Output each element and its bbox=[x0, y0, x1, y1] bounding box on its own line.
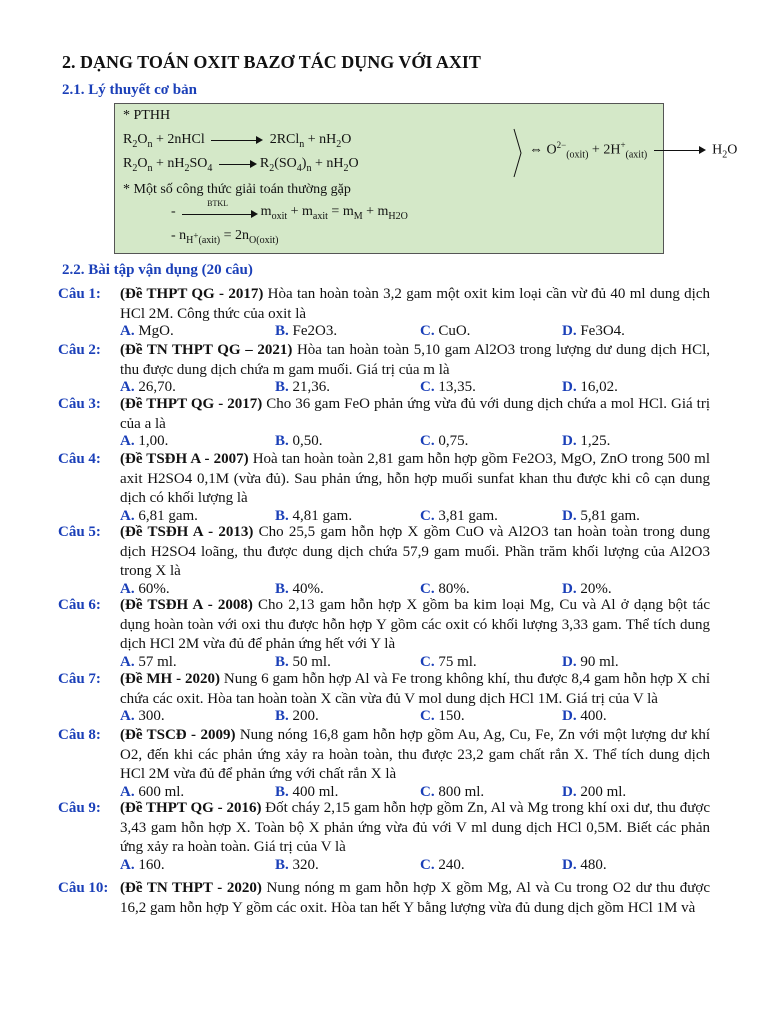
question-number: Câu 10: bbox=[58, 880, 109, 896]
question-source: (Đề TN THPT QG – 2021) bbox=[120, 342, 293, 358]
question-number: Câu 4: bbox=[58, 451, 101, 467]
answer-option[interactable]: D. 200 ml. bbox=[562, 783, 627, 800]
formula-mole-relation: - $n_{H^+(axit)} = 2n_{O(oxit)}$ bbox=[171, 228, 279, 246]
question-source: (Đề THPT QG - 2017) bbox=[120, 286, 264, 302]
answer-option[interactable]: C. 240. bbox=[420, 856, 465, 873]
question-number: Câu 9: bbox=[58, 800, 101, 816]
answer-option[interactable]: D. 5,81 gam. bbox=[562, 507, 640, 524]
question-text: (Đề THPT QG - 2016) Đốt cháy 2,15 gam hỗn hợp gồm Zn, Al và Mg trong khí oxi dư, thu được 3,43 gam hỗn hợp X. Toàn bộ X phản ứng vừa đủ với V ml dung dịch HCl 0,5M. Biết các phản ứng xảy ra hoàn toàn. Giá trị của V là bbox=[120, 800, 710, 855]
answer-option[interactable]: D. 90 ml. bbox=[562, 653, 619, 670]
answer-option[interactable]: B. 21,36. bbox=[275, 379, 331, 395]
answer-options bbox=[120, 654, 720, 672]
answer-option[interactable]: C. 80%. bbox=[420, 580, 470, 597]
equation-hcl: $R_2O_n$ + 2nHCl $2RCl_n + nH_2O$ bbox=[123, 132, 352, 150]
section-exercises-heading: 2.2. Bài tập vận dụng (20 câu) bbox=[62, 262, 253, 278]
pthh-label: * PTHH bbox=[123, 108, 171, 123]
answer-option[interactable]: B. Fe2O3. bbox=[275, 323, 338, 339]
answer-option[interactable]: C. 3,81 gam. bbox=[420, 507, 498, 524]
answer-option[interactable]: B. 320. bbox=[275, 856, 319, 873]
formula-mass-conservation: - BTKL $m_{oxit} + m_{axit} = m_M + m_{H2O}$ bbox=[171, 198, 408, 222]
question-text: (Đề TN THPT QG – 2021) Hòa tan hoàn toàn 5,10 gam Al2O3 trong lượng dư dung dịch HCl, thu được dung dịch chứa m gam muối. Giá trị của m là bbox=[120, 342, 710, 378]
question-text: (Đề TSĐH A - 2007) Hoà tan hoàn toàn 2,81 gam hỗn hợp gồm Fe2O3, MgO, ZnO trong 500 ml axit H2SO4 0,1M (vừa đủ). Sau phản ứng, hỗn hợp muối sunfat khan thu được khi cô cạn dung dịch có khối lượng là bbox=[120, 451, 710, 506]
question-number: Câu 8: bbox=[58, 727, 101, 743]
answer-option[interactable]: A. 160. bbox=[120, 856, 165, 873]
question-source: (Đề TN THPT - 2020) bbox=[120, 880, 262, 896]
question-text: (Đề TN THPT - 2020) Nung nóng m gam hỗn hợp X gồm Mg, Al và Cu trong O2 dư thu được 16,2 gam hỗn hợp Y gồm các oxit. Hòa tan hết Y bằng lượng vừa đủ dung dịch gồm HCl 1M và bbox=[120, 880, 710, 916]
answer-option[interactable]: C. 13,35. bbox=[420, 379, 476, 395]
brace-icon bbox=[513, 128, 523, 178]
question-source: (Đề TSĐH A - 2013) bbox=[120, 524, 254, 540]
answer-option[interactable]: B. 50 ml. bbox=[275, 653, 331, 670]
answer-option[interactable]: D. 400. bbox=[562, 708, 607, 724]
question-text: (Đề MH - 2020) Nung 6 gam hỗn hợp Al và Fe trong không khí, thu được 8,4 gam hỗn hợp X chỉ chứa các oxit. Hòa tan hoàn toàn X cần vừa đủ V mol dung dịch HCl 1M. Giá trị của V là bbox=[120, 671, 710, 707]
answer-option[interactable]: C. 800 ml. bbox=[420, 783, 485, 800]
question-source: (Đề THPT QG - 2016) bbox=[120, 800, 262, 816]
answer-options bbox=[120, 857, 720, 875]
question-number: Câu 5: bbox=[58, 524, 101, 540]
answer-option[interactable]: D. 20%. bbox=[562, 580, 612, 597]
section-theory-heading: 2.1. Lý thuyết cơ bản bbox=[62, 82, 197, 98]
answer-option[interactable]: A. 57 ml. bbox=[120, 653, 177, 670]
ionic-equation: ⇔ $O^{2-}_{(oxit)} + 2H^+_{(axit)}$ $H_2O$ bbox=[529, 140, 738, 161]
answer-option[interactable]: B. 4,81 gam. bbox=[275, 507, 353, 524]
answer-option[interactable]: A. 1,00. bbox=[120, 433, 169, 449]
formulas-heading: * Một số công thức giải toán thường gặp bbox=[123, 182, 351, 197]
answer-options bbox=[120, 708, 720, 726]
question-number: Câu 1: bbox=[58, 286, 101, 302]
answer-option[interactable]: B. 40%. bbox=[275, 580, 324, 597]
question-text: (Đề TSĐH A - 2008) Cho 2,13 gam hỗn hợp X gồm ba kim loại Mg, Cu và Al ở dạng bột tác dụng hoàn toàn với oxi thu được hỗn hợp Y gồm các oxit có khối lượng 3,33 gam. Thể tích dung dịch HCl 2M vừa đủ để phản ứng hết với Y là bbox=[120, 597, 710, 652]
question-number: Câu 7: bbox=[58, 671, 101, 687]
answer-option[interactable]: B. 200. bbox=[275, 708, 319, 724]
answer-option[interactable]: C. CuO. bbox=[420, 323, 471, 339]
answer-option[interactable]: D. 1,25. bbox=[562, 433, 611, 449]
answer-option[interactable]: B. 400 ml. bbox=[275, 783, 339, 800]
answer-option[interactable]: A. MgO. bbox=[120, 323, 174, 339]
answer-option[interactable]: A. 6,81 gam. bbox=[120, 507, 198, 524]
answer-option[interactable]: A. 60%. bbox=[120, 580, 170, 597]
question-number: Câu 6: bbox=[58, 597, 101, 613]
answer-option[interactable]: A. 300. bbox=[120, 708, 165, 724]
question-number: Câu 3: bbox=[58, 396, 101, 412]
answer-option[interactable]: C. 0,75. bbox=[420, 433, 469, 449]
question-source: (Đề TSĐH A - 2007) bbox=[120, 451, 249, 467]
answer-option[interactable]: D. 16,02. bbox=[562, 379, 618, 395]
question-source: (Đề THPT QG - 2017) bbox=[120, 396, 263, 412]
answer-option[interactable]: D. 480. bbox=[562, 856, 607, 873]
question-text: (Đề TSĐH A - 2013) Cho 25,5 gam hỗn hợp X gồm CuO và Al2O3 tan hoàn toàn trong dung dịch H2SO4 loãng, thu được dung dịch chứa 57,9 gam muối. Phần trăm khối lượng của Al2O3 trong X là bbox=[120, 524, 710, 579]
page-title: 2. DẠNG TOÁN OXIT BAZƠ TÁC DỤNG VỚI AXIT bbox=[62, 52, 481, 72]
question-source: (Đề TSĐH A - 2008) bbox=[120, 597, 253, 613]
question-text: (Đề TSCĐ - 2009) Nung nóng 16,8 gam hỗn hợp gồm Au, Ag, Cu, Fe, Zn với một lượng dư khí O2, đến khi các phản ứng xảy ra hoàn toàn, thu được 23,2 gam chất rắn X. Thể tích dung dịch HCl 2M vừa đủ để phản ứng với chất rắn X là bbox=[120, 727, 710, 782]
question-text: (Đề THPT QG - 2017) Hòa tan hoàn toàn 3,2 gam một oxit kim loại cần vừ đủ 40 ml dung dịch HCl 2M. Công thức của oxit là bbox=[120, 286, 711, 322]
answer-option[interactable]: A. 600 ml. bbox=[120, 783, 185, 800]
answer-option[interactable]: D. Fe3O4. bbox=[562, 323, 625, 339]
question-text: (Đề THPT QG - 2017) Cho 36 gam FeO phản ứng vừa đủ với dung dịch chứa a mol HCl. Giá trị của a là bbox=[120, 396, 711, 432]
answer-option[interactable]: B. 0,50. bbox=[275, 433, 323, 449]
answer-options bbox=[120, 323, 720, 341]
theory-box bbox=[114, 103, 738, 254]
equation-h2so4: $R_2O_n + nH_2SO_4$ $R_2(SO_4)_n + nH_2O$ bbox=[123, 156, 359, 174]
answer-option[interactable]: C. 75 ml. bbox=[420, 653, 477, 670]
question-source: (Đề MH - 2020) bbox=[120, 671, 220, 687]
question-number: Câu 2: bbox=[58, 342, 101, 358]
answer-option[interactable]: A. 26,70. bbox=[120, 379, 176, 395]
question-source: (Đề TSCĐ - 2009) bbox=[120, 727, 236, 743]
answer-option[interactable]: C. 150. bbox=[420, 708, 465, 724]
answer-options bbox=[120, 433, 720, 451]
